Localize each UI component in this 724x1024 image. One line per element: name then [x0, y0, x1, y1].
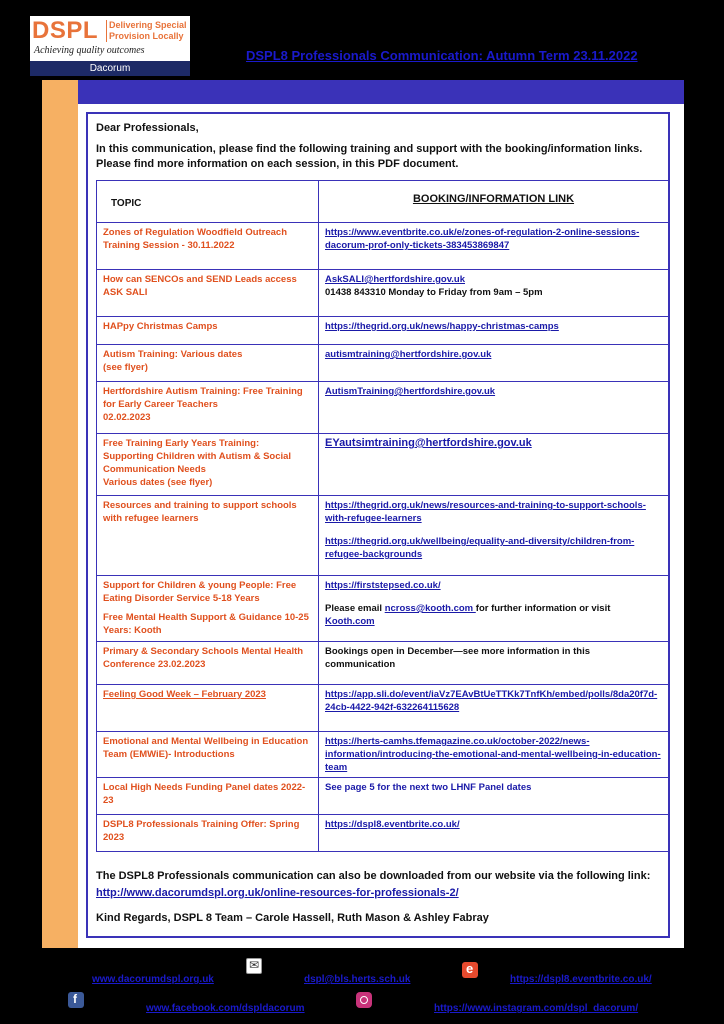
topic-text: Free Training Early Years Training: Supporting Children with Autism & Social Communication Needs: [103, 438, 292, 475]
topic-text: How can SENCOs and SEND Leads access ASK SALI: [103, 274, 297, 298]
sign-off: Kind Regards, DSPL 8 Team – Carole Hassell, Ruth Mason & Ashley Fabray: [96, 912, 489, 924]
logo-text: DSPL: [32, 17, 99, 44]
table-row: [97, 496, 669, 576]
instagram-icon: [356, 992, 372, 1008]
page-title[interactable]: DSPL8 Professionals Communication: Autumn Term 23.11.2022: [246, 48, 638, 63]
download-link[interactable]: http://www.dacorumdspl.org.uk/online-resources-for-professionals-2/: [96, 887, 459, 899]
email-link[interactable]: EYautsimtraining@hertfordshire.gov.uk: [325, 437, 532, 449]
topic-text: Resources and training to support schools with refugee learners: [103, 500, 297, 524]
kooth-note: [325, 602, 662, 628]
table-row: [97, 317, 669, 345]
booking-link[interactable]: https://app.sli.do/event/iaVz7EAvBtUeTTKk7TnfKh/embed/polls/8da20f7d-24cb-4422-942f-632264115628: [325, 689, 658, 713]
orange-side-strip: [42, 80, 80, 948]
spacer: [325, 525, 662, 535]
topic-subtext: Free Mental Health Support & Guidance 10-25 Years: Kooth: [103, 612, 309, 636]
table-row: [97, 345, 669, 382]
training-table: [96, 180, 669, 852]
topic-text: Autism Training: Various dates: [103, 349, 243, 360]
dspl-logo: [30, 16, 190, 76]
table-row: [97, 434, 669, 496]
logo-tagline-2: Provision Locally: [109, 31, 184, 41]
topic-subtext: (see flyer): [103, 362, 148, 373]
table-row: [97, 576, 669, 642]
topic-link[interactable]: Feeling Good Week – February 2023: [103, 689, 266, 700]
topic-text: Emotional and Mental Wellbeing in Education Team (EMWiE)- Introductions: [103, 736, 309, 760]
table-row: [97, 685, 669, 732]
column-header-link: BOOKING/INFORMATION LINK: [319, 181, 669, 223]
logo-tagline-1: Delivering Special: [109, 20, 187, 30]
booking-link[interactable]: https://dspl8.eventbrite.co.uk/: [325, 819, 460, 830]
greeting: Dear Professionals,: [96, 122, 199, 134]
table-row: [97, 270, 669, 317]
topic-text: Support for Children & young People: Free Eating Disorder Service 5-18 Years: [103, 580, 297, 604]
download-note: [96, 868, 662, 902]
resource-link-1[interactable]: https://thegrid.org.uk/news/resources-and-training-to-support-schools-with-refugee-learners: [325, 500, 646, 524]
booking-link[interactable]: https://herts-camhs.tfemagazine.co.uk/october-2022/news-information/introducing-the-emotional-and-mental-wellbeing-in-education-team: [325, 736, 661, 773]
booking-link[interactable]: https://www.eventbrite.co.uk/e/zones-of-regulation-2-online-sessions-dacorum-prof-only-tickets-383453869847: [325, 227, 640, 251]
resource-link-2[interactable]: https://thegrid.org.uk/wellbeing/equality-and-diversity/children-from-refugee-backgrounds: [325, 536, 635, 560]
booking-link[interactable]: https://firststepsed.co.uk/: [325, 580, 441, 591]
column-header-topic: TOPIC: [97, 181, 319, 223]
kooth-site-link[interactable]: Kooth.com: [325, 616, 375, 627]
table-header-row: [97, 181, 669, 223]
booking-link[interactable]: https://thegrid.org.uk/news/happy-christmas-camps: [325, 321, 559, 332]
topic-text: Local High Needs Funding Panel dates 2022-23: [103, 782, 306, 806]
intro-paragraph: In this communication, please find the following training and support with the booking/information links. Please find more information on each session, in this PDF document.: [96, 143, 643, 170]
topic-subtext: 02.02.2023: [103, 412, 151, 423]
table-row: [97, 223, 669, 270]
logo-divider: [106, 20, 107, 42]
facebook-link[interactable]: www.facebook.com/dspldacorum: [146, 1003, 305, 1014]
note-text: for further information or visit: [475, 603, 611, 614]
email-link[interactable]: AskSALI@hertfordshire.gov.uk: [325, 274, 465, 285]
logo-area-label: Dacorum: [30, 61, 190, 76]
download-text: The DSPL8 Professionals communication can also be downloaded from our website via the following link:: [96, 870, 651, 882]
kooth-email-link[interactable]: ncross@kooth.com: [384, 603, 476, 614]
info-note: See page 5 for the next two LHNF Panel dates: [325, 782, 532, 793]
email-link[interactable]: autismtraining@hertfordshire.gov.uk: [325, 349, 492, 360]
facebook-icon: [68, 992, 84, 1008]
eventbrite-icon: [462, 962, 478, 978]
instagram-link[interactable]: https://www.instagram.com/dspl_dacorum/: [434, 1003, 639, 1014]
mail-icon: [246, 958, 262, 974]
table-row: [97, 815, 669, 852]
table-row: [97, 642, 669, 685]
topic-text: Zones of Regulation Woodfield Outreach Training Session - 30.11.2022: [103, 227, 288, 251]
topic-text: DSPL8 Professionals Training Offer: Spring 2023: [103, 819, 300, 843]
website-link[interactable]: www.dacorumdspl.org.uk: [92, 974, 214, 985]
email-link[interactable]: dspl@bls.herts.sch.uk: [304, 974, 411, 985]
topic-text: Hertfordshire Autism Training: Free Training for Early Career Teachers: [103, 386, 303, 410]
phone-note: 01438 843310 Monday to Friday from 9am – 5pm: [325, 287, 543, 298]
note-text: Please email: [325, 603, 385, 614]
topic-text: HAPpy Christmas Camps: [103, 321, 218, 332]
logo-motto: Achieving quality outcomes: [34, 45, 145, 56]
table-row: [97, 382, 669, 434]
email-link[interactable]: AutismTraining@hertfordshire.gov.uk: [325, 386, 496, 397]
info-note: Bookings open in December—see more information in this communication: [325, 646, 590, 670]
spacer: [325, 592, 662, 602]
table-row: [97, 732, 669, 778]
eventbrite-link[interactable]: https://dspl8.eventbrite.co.uk/: [510, 974, 652, 985]
topic-text: Primary & Secondary Schools Mental Health Conference 23.02.2023: [103, 646, 304, 670]
table-row: [97, 778, 669, 815]
topic-subtext: Various dates (see flyer): [103, 477, 213, 488]
